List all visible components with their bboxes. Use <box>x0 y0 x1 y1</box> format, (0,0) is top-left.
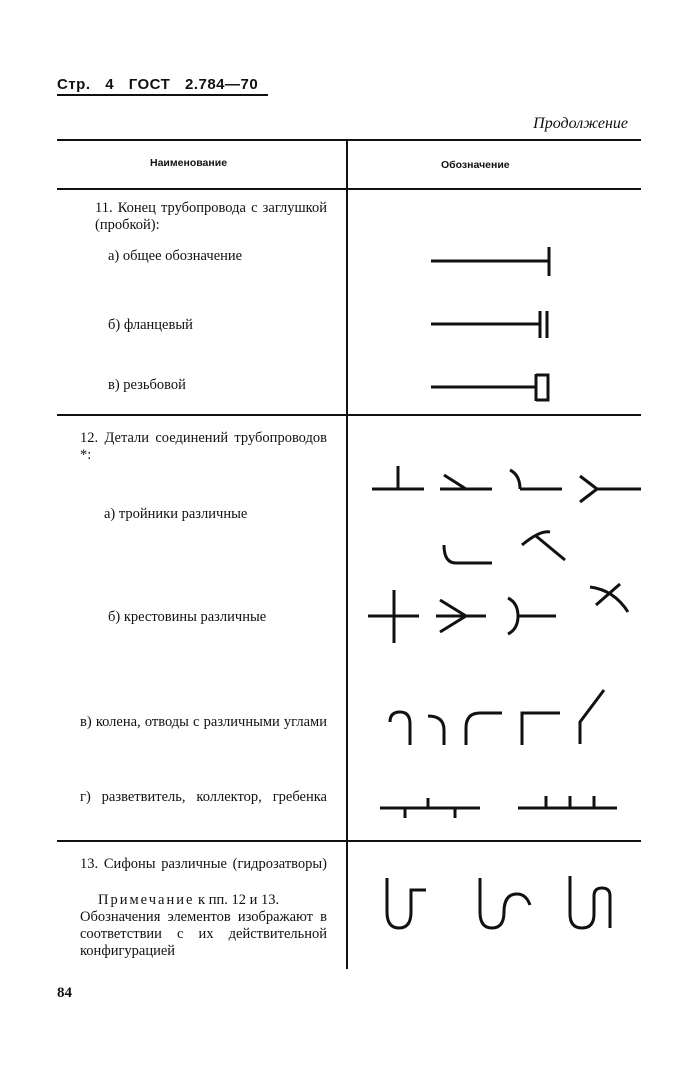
section-12-item-c: в) колена, отводы с различными углами <box>80 714 327 730</box>
symbol-siphon-2 <box>480 878 530 928</box>
section-11-item-b: б) фланцевый <box>108 317 193 333</box>
section-11-item-c: в) резьбовой <box>108 377 186 393</box>
symbol-elbow-3 <box>466 713 502 745</box>
symbol-cross-3 <box>508 598 556 634</box>
symbol-tee-3 <box>510 470 562 489</box>
column-header-name: Наименование <box>150 157 228 169</box>
symbol-end-cap-general <box>431 247 549 276</box>
section-11-item-a: а) общее обозначение <box>108 248 243 264</box>
page-label: Стр. <box>57 76 91 93</box>
column-header-symbol: Обозначение <box>441 159 510 171</box>
symbol-cross-1 <box>368 590 419 643</box>
symbol-elbow-5 <box>580 690 604 744</box>
symbol-siphon-1 <box>387 878 426 928</box>
symbol-cross-4 <box>590 584 628 612</box>
symbol-end-cap-flanged <box>431 311 547 338</box>
page-number-header: 4 <box>105 76 115 93</box>
section-12-item-d: г) разветвитель, коллектор, гребенка <box>80 789 327 805</box>
note-word: Примечание <box>98 892 195 908</box>
symbol-manifold-2 <box>518 796 617 808</box>
symbol-siphon-3 <box>570 876 610 928</box>
continuation-label: Продолжение <box>533 115 628 132</box>
section-13-title: 13. Сифоны различные (гидрозатворы) <box>80 856 327 872</box>
symbol-tee-4 <box>580 476 641 502</box>
page-number: 84 <box>57 985 72 1001</box>
note-text: Обозначения элементов изображают в соответствии с их действительной конфигурацией <box>80 909 327 959</box>
symbol-tee-6 <box>522 532 565 560</box>
symbol-cross-2 <box>436 600 486 632</box>
symbol-manifold-1 <box>380 798 480 818</box>
symbol-end-cap-threaded <box>431 374 548 401</box>
symbol-tee-5 <box>444 545 492 563</box>
symbol-elbow-1 <box>390 712 410 745</box>
note-ref: к пп. 12 и 13. <box>198 892 280 908</box>
section-11-title: 11. Конец трубопровода с заглушкой (пробкой): <box>95 200 327 233</box>
symbol-elbow-2 <box>428 716 444 745</box>
standard-number: 2.784—70 <box>184 76 259 93</box>
section-12-title: 12. Детали соединений трубопроводов *: <box>80 430 327 463</box>
symbol-elbow-4 <box>522 713 560 745</box>
symbol-tee-1 <box>372 466 424 489</box>
standard-label: ГОСТ <box>128 76 171 93</box>
section-12-item-a: а) тройники различные <box>104 506 248 522</box>
section-12-item-b: б) крестовины различные <box>108 609 267 625</box>
symbol-tee-2 <box>440 475 492 489</box>
